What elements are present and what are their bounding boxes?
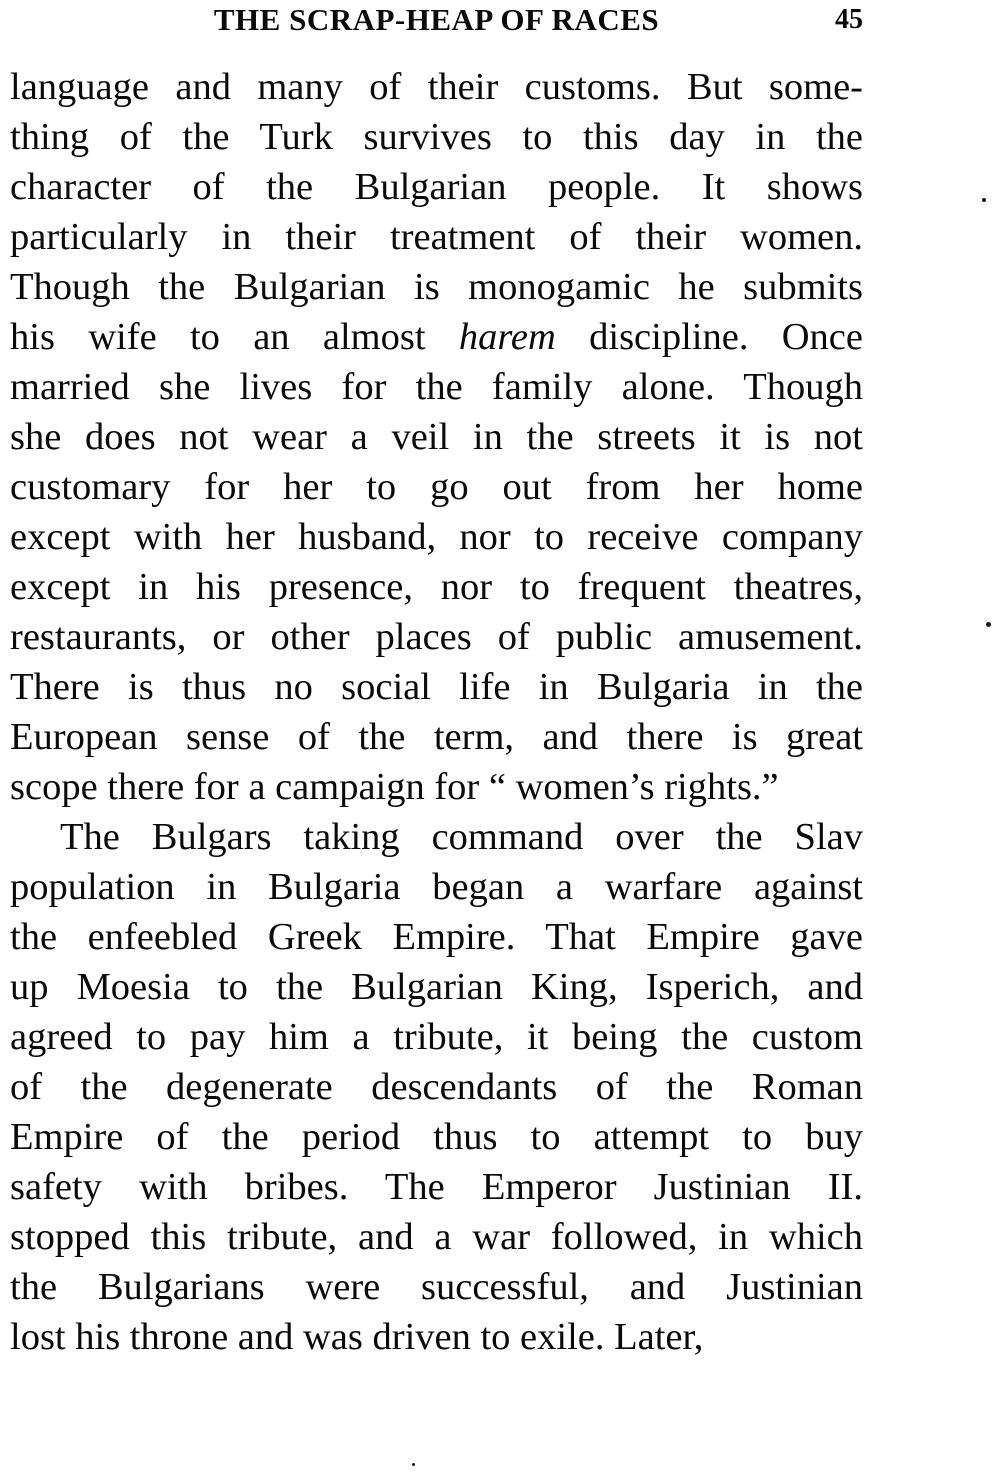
text-line: There is thus no social life in Bulgaria in the — [10, 666, 863, 708]
text-line: particularly in their treatment of their women. — [10, 216, 863, 258]
text-line: character of the Bulgarian people. It shows — [10, 166, 863, 208]
text-line: she does not wear a veil in the streets it is not — [10, 416, 863, 458]
text-line: up Moesia to the Bulgarian King, Isperich, and — [10, 966, 863, 1008]
text-line: Though the Bulgarian is monogamic he submits — [10, 266, 863, 308]
text-line: thing of the Turk survives to this day in the — [10, 116, 863, 158]
text-line: lost his throne and was driven to exile. Later, — [10, 1316, 704, 1358]
text-line: the enfeebled Greek Empire. That Empire gave — [10, 916, 863, 958]
text-line: The Bulgars taking command over the Slav — [60, 816, 863, 858]
print-speck — [982, 198, 986, 202]
text-line: customary for her to go out from her home — [10, 466, 863, 508]
text-run: discipline. Once — [555, 316, 863, 358]
text-line — [10, 312, 863, 362]
paragraph — [10, 812, 863, 1362]
text-line: stopped this tribute, and a war followed, in which — [10, 1216, 863, 1258]
page-number: 45 — [835, 4, 863, 35]
text-line: except with her husband, nor to receive company — [10, 516, 863, 558]
text-line: the Bulgarians were successful, and Justinian — [10, 1266, 863, 1308]
running-title: THE SCRAP-HEAP OF RACES — [213, 2, 660, 37]
running-head — [10, 2, 863, 42]
text-line: population in Bulgaria began a warfare against — [10, 866, 863, 908]
text-line: language and many of their customs. But some- — [10, 66, 863, 108]
italic-word: harem — [458, 316, 556, 358]
text-line: of the degenerate descendants of the Roman — [10, 1066, 863, 1108]
text-line: except in his presence, nor to frequent theatres, — [10, 566, 863, 608]
text-run: his wife to an almost — [10, 316, 459, 358]
text-line: European sense of the term, and there is great — [10, 716, 863, 758]
body-text — [10, 62, 863, 1362]
text-line: safety with bribes. The Emperor Justinian II. — [10, 1166, 863, 1208]
text-line: Empire of the period thus to attempt to buy — [10, 1116, 863, 1158]
print-speck — [412, 1463, 415, 1466]
print-speck — [986, 622, 991, 627]
paragraph — [10, 62, 863, 812]
text-line: scope there for a campaign for “ women’s rights.” — [10, 766, 779, 808]
text-line: restaurants, or other places of public amusement. — [10, 616, 863, 658]
text-line: agreed to pay him a tribute, it being the custom — [10, 1016, 863, 1058]
text-line: married she lives for the family alone. Though — [10, 366, 863, 408]
